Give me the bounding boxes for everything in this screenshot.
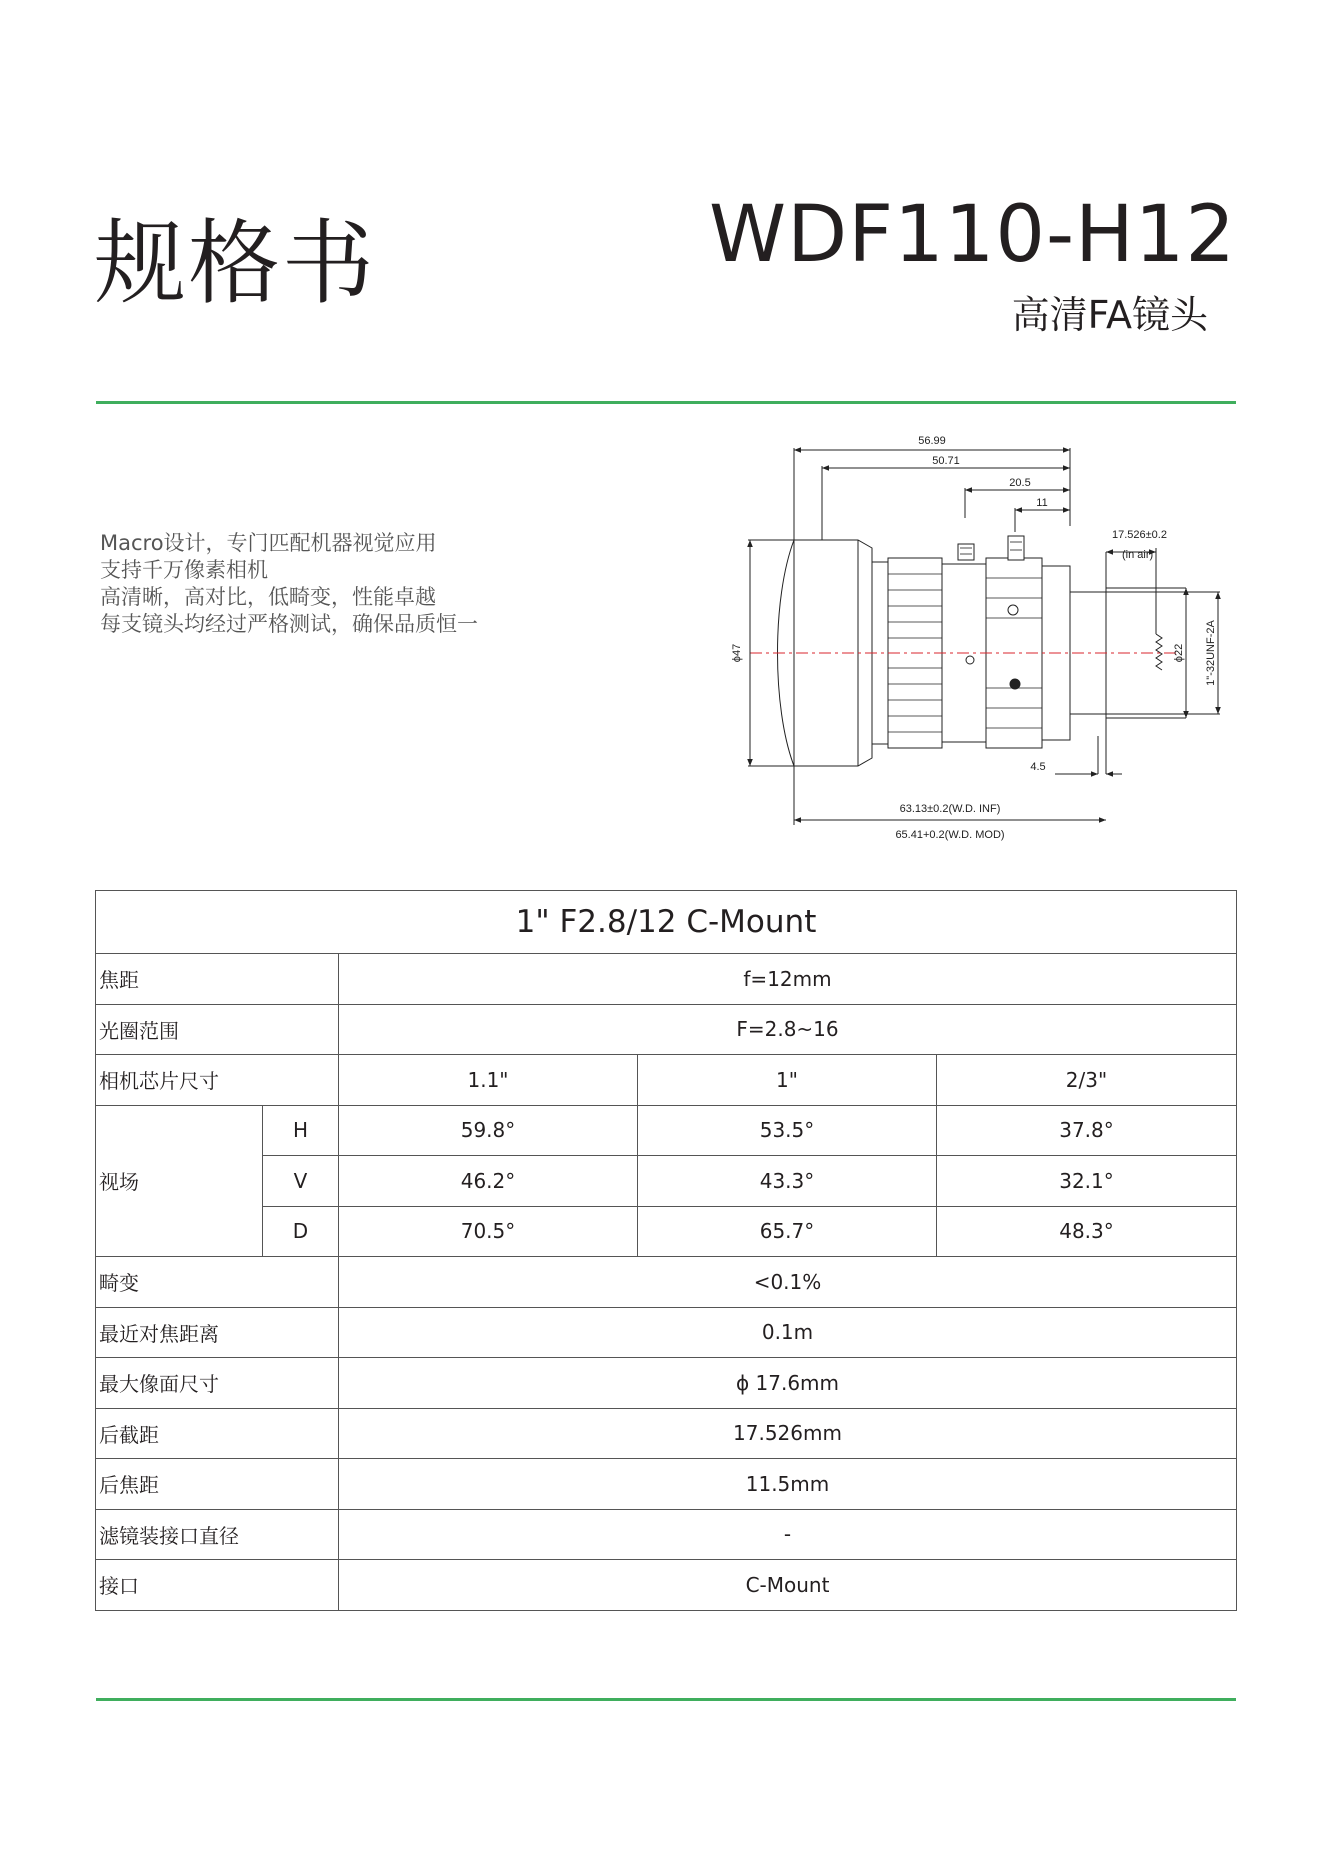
- fov-cell: 37.8°: [937, 1105, 1237, 1156]
- row-value: 11.5mm: [339, 1459, 1237, 1510]
- dim-wd-mod: 65.41+0.2(W.D. MOD): [895, 829, 1005, 841]
- row-label: 接口: [96, 1560, 339, 1611]
- feature-item: Macro设计，专门匹配机器视觉应用: [100, 531, 437, 555]
- row-label: 滤镜装接口直径: [96, 1509, 339, 1560]
- table-row: [96, 1307, 1237, 1358]
- dim-front-diameter: ϕ47: [731, 643, 743, 663]
- table-row: [96, 1055, 1237, 1106]
- product-subtitle: 高清FA镜头: [1011, 293, 1208, 337]
- dim-back-focus: 17.526±0.2: [1112, 529, 1167, 541]
- row-value: <0.1%: [339, 1257, 1237, 1308]
- row-label: 后截距: [96, 1408, 339, 1459]
- fov-axis: H: [263, 1105, 339, 1156]
- dim-mount-diameter: ϕ22: [1173, 643, 1185, 663]
- row-value: C-Mount: [339, 1560, 1237, 1611]
- dim-back-focus-note: (in air): [1122, 549, 1154, 561]
- table-row: [96, 1358, 1237, 1409]
- dim-body-length: 50.71: [932, 455, 960, 467]
- table-row: [96, 1459, 1237, 1510]
- fov-axis: V: [263, 1156, 339, 1207]
- row-value: 17.526mm: [339, 1408, 1237, 1459]
- fov-cell: 65.7°: [638, 1206, 937, 1257]
- row-value: 0.1m: [339, 1307, 1237, 1358]
- spec-table-title: 1" F2.8/12 C-Mount: [96, 891, 1237, 954]
- row-label: 最大像面尺寸: [96, 1358, 339, 1409]
- table-row: [96, 1509, 1237, 1560]
- row-value: -: [339, 1509, 1237, 1560]
- dim-wd-inf: 63.13±0.2(W.D. INF): [899, 803, 1001, 815]
- row-label: 光圈范围: [96, 1004, 339, 1055]
- fov-cell: 43.3°: [638, 1156, 937, 1207]
- table-row: [96, 1560, 1237, 1611]
- dim-flange: 4.5: [1030, 761, 1046, 773]
- fov-cell: 48.3°: [937, 1206, 1237, 1257]
- sensor-size-cell: 1.1": [339, 1055, 638, 1106]
- table-row: [96, 1257, 1237, 1308]
- row-value: f=12mm: [339, 954, 1237, 1005]
- bottom-divider: [96, 1698, 1236, 1701]
- table-row: [96, 891, 1237, 954]
- table-row: [96, 1105, 1237, 1156]
- spec-table: [95, 890, 1237, 1611]
- dim-rear-thread: 11: [1036, 497, 1048, 509]
- fov-cell: 46.2°: [339, 1156, 638, 1207]
- table-row: [96, 1156, 1237, 1207]
- row-label: 畸变: [96, 1257, 339, 1308]
- row-label: 相机芯片尺寸: [96, 1055, 339, 1106]
- fov-cell: 59.8°: [339, 1105, 638, 1156]
- sensor-size-cell: 1": [638, 1055, 937, 1106]
- page-title: 规格书: [94, 210, 377, 317]
- dim-rear-section: 20.5: [1009, 477, 1031, 489]
- row-value: ϕ 17.6mm: [339, 1358, 1237, 1409]
- fov-cell: 70.5°: [339, 1206, 638, 1257]
- row-label: 最近对焦距离: [96, 1307, 339, 1358]
- fov-axis: D: [263, 1206, 339, 1257]
- row-label: 视场: [96, 1105, 263, 1257]
- fov-cell: 32.1°: [937, 1156, 1237, 1207]
- table-row: [96, 1206, 1237, 1257]
- table-row: [96, 1408, 1237, 1459]
- table-row: [96, 1004, 1237, 1055]
- sensor-size-cell: 2/3": [937, 1055, 1237, 1106]
- model-number: WDF110-H12: [709, 190, 1236, 280]
- lens-dimension-drawing: [710, 428, 1250, 848]
- dim-mount-thread: 1"-32UNF-2A: [1205, 620, 1217, 686]
- fov-cell: 53.5°: [638, 1105, 937, 1156]
- feature-item: 支持千万像素相机: [100, 558, 268, 582]
- row-value: F=2.8~16: [339, 1004, 1237, 1055]
- top-divider: [96, 401, 1236, 404]
- feature-item: 每支镜头均经过严格测试，确保品质恒一: [100, 612, 478, 636]
- table-row: [96, 954, 1237, 1005]
- row-label: 后焦距: [96, 1459, 339, 1510]
- feature-list: [100, 530, 478, 638]
- row-label: 焦距: [96, 954, 339, 1005]
- dim-total-length: 56.99: [918, 435, 946, 447]
- feature-item: 高清晰，高对比，低畸变，性能卓越: [100, 585, 436, 609]
